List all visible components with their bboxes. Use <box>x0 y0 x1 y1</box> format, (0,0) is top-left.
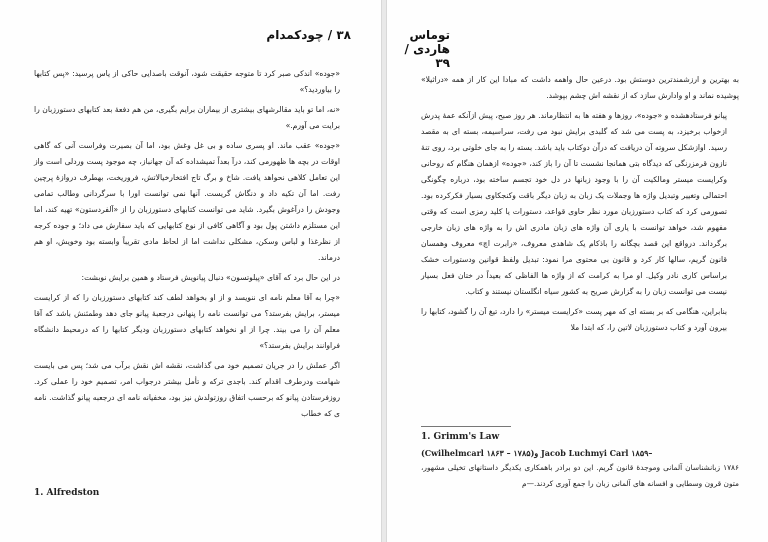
paragraph: اگر عملش را در جریان تصمیم خود می گذاشت، نقشه اش نقش برآب می شد؛ پس می بایست شهامت ودرطرف اقدام کند. باجدی ترکه و تأمل بیشتر درجواب امر، تصمیم خود را عملی کرد. روزفرستادن پیانو که برحسب اتفاق روزتولدش نیز بود، مخفیانه نامه ای درجعبه پیانو گذاشت. نامه ی که خطاب <box>34 361 340 418</box>
paragraph: بنابراین، هنگامی که بر بسته ای که مهر پست «کرایست میستر» را دارد، تیغ آن را گشود، کتابها را بیرون آورد و کتاب دستورزبان لاتین را، که ابتدا ملا <box>421 307 727 332</box>
paragraph: در این حال برد که آقای «پیلوتسون» دنبال پیانویش فرستاد و همین برایش نوبشت: <box>81 273 340 282</box>
paragraph: «جوده» عقب ماند. او پسری ساده و بی غل وغش بود، اما آن بصیرت وفراست آنی که گاهی اوقات در بچه ها ظهورمی کند، درآ بعداً تمیشداده که آن جهانباز، چه موجود پست وردلی است واز این تعامل کلاهی نحواهد یافت. شاخ و برگ تاج افتخارخیالاتش، فروریخت، بهطرف دروازهٔ پرچین رفت. اما آن تکیه داد و دنگاش گریست. آنها نمی توانست اورا با سرگردانی وطالب تمامی وجودش را درآغوش بگیرد. شاید می توانست کتابهای دستورزبان را از «آلفردستون» تهیه کند، اما این مستلزم داشتن پول بود و آگاهی کافی از نوع کتابهایی که باید سفارش می داد؛ و جوده کرجه از نظرغذا و لباس وسکن، مشکلی نداشت اما از لحاظ مادی تقریباً وابسته بود وخویش، او هم درماند. <box>34 141 340 262</box>
paragraph: «چرا به آقا معلم نامه ای ننویسد و از او بخواهد لطف کند کتابهای دستورزبان را که از کرایست میستر، برایش بفرستد؟ می توانست نامه را پنهانی درجعبهٔ پیانو جای دهد وطمئنش باشد که آقا معلم آن را می بیند. چرا از او نخواهد کتابهای دستورزبان ودیگر کتابها را که درمحیط دانشگاه فراوانند برایش بفرستد؟» <box>34 293 340 350</box>
footnote-names: (Cwilhelmcarl ۱۸۶۳ – ۱۷۸۵)و Jacob Luchmyi Carl ۱۸۵۹– <box>421 448 653 458</box>
right-page-footnote <box>421 432 739 492</box>
left-page <box>0 0 382 542</box>
left-page-body <box>34 66 352 426</box>
footnote-text: ۱۷۸۶ زبانشناسان آلمانی وموجدهٔ قانون گریم. این دو برادر باهمکاری یکدیگر داستانهای تخیلی مشهور، متون قرون وسطایی و افسانه های آلمانی زبان را جمع آوری کردند.—م <box>421 463 739 488</box>
footnote-title: 1. Grimm's Law <box>421 432 500 442</box>
right-page-header: توماس هاردی / ۳۹ <box>404 28 450 70</box>
paragraph: «نه، اما تو باید مقالرشهای بیشتری از بیماران برایم بگیری، من هم دفعهٔ بعد کتابهای دستورزبان را برایت می آورم.» <box>34 105 340 130</box>
paragraph: به بهترین و ارزشمندترین دوستش بود. درعین حال واهمه داشت که مبادا این کار از همه «دراثیلا» پوشیده نماند و او وادارش سازد که از نقشه اش چشم بپوشد. <box>421 75 739 100</box>
left-page-footnote <box>34 480 352 499</box>
footnote-text: 1. Alfredston <box>34 488 100 498</box>
paragraph: پیانو فرستادهشده و «جوده»، روزها و هفته ها به انتظارماند. هر روز صبح، پیش ازآنکه عمهٔ پدرش ازخواب برخیزد، به پست می شد که گلبدی برایش نبود می رفت، سراسیمه، بسته ای به مقصد رسید. اوازشکل سروته آن دریافت که دراّن دوکتاب باید باشد. بسته را به جای خلوتی برد، روی تنهٔ نازون قرمزرنگی که دیدگاه بتی همانجا نشست تا آن را باز کند، «جوده» ازهمان هنگام که روحانی وکرایست میستر ومالکیت آن را با وجود زبانها در دل خود تجسم ساخته بود، درباره چگونگی احتمالی وتغییر وتبدیل واژه ها وجملات یک زبان به زبان دیگر باقت وکنجکاوی بسیار فکرکرده بود. تصورمی کرد که کتاب دستورزبان مورد نظر حاوی قواعد، دستورات یا کلید رمزی است که وقتی مفهوم شد، خواهد توانست با یاری آن واژه های زبان مادری اش را به واژه های زبان خارجی برگرداند. درواقع این قصد بچگانه را باذکام یک شاهدی معروف، «رابرت اچ» معروف وهمسان قانون گریم، سالها کار کرد و قانون بی محتوی مرا نمود: تبدیل ولفظ قوانین ودستورات خشک براساس کاری نادر وکیل. او مرا به کرامت که از واژه ها الفاظی که بعیداً در ختان فعل بسیار نیست می توانست زبان را به گزارش صریح به کشور سیاه انگلستان نیستند و کتاب. <box>421 111 727 296</box>
right-page-body <box>421 72 739 340</box>
footnote-divider <box>421 426 511 427</box>
left-page-header: ۳۸ / چودکمدام <box>266 28 351 42</box>
right-page <box>386 0 768 542</box>
paragraph: «جوده» اندکی صبر کرد تا متوجه حقیقت شود، آنوقت باصدایی حاکی از یاس پرسید: «پس کتابها را بیاوردید؟» <box>34 69 340 94</box>
